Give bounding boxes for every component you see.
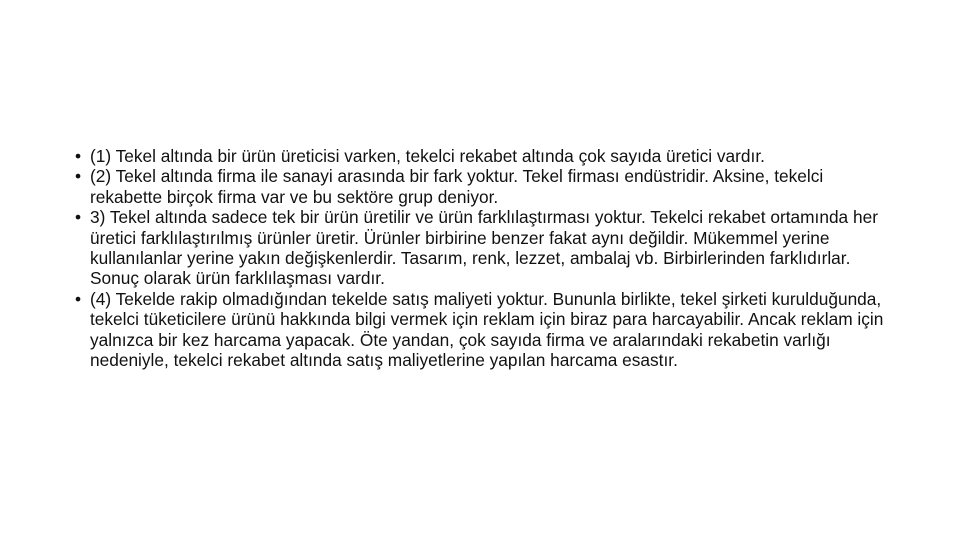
- bullet-icon: •: [74, 146, 82, 166]
- bullet-list: [70, 146, 900, 370]
- list-item: [70, 166, 900, 207]
- bullet-icon: •: [74, 288, 82, 309]
- bullet-icon: •: [74, 207, 82, 228]
- list-item-text: (1) Tekel altında bir ürün üreticisi varken, tekelci rekabet altında çok sayıda üretici vardır.: [90, 146, 765, 166]
- list-item: [70, 207, 900, 289]
- list-item-text: (4) Tekelde rakip olmadığından tekelde satış maliyeti yoktur. Bununla birlikte, tekel şirketi kurulduğunda, tekelci tüketicilere ürünü hakkında bilgi vermek için reklam için biraz para harcayabilir. Ancak reklam için yalnızca bir kez harcama yapacak. Öte yandan, çok sayıda firma ve aralarındaki rekabetin varlığı nedeniyle, tekelci rekabet altında satış maliyetlerine yapılan harcama esastır.: [90, 288, 884, 371]
- list-item: [70, 146, 900, 166]
- list-item-text: (2) Tekel altında firma ile sanayi arasında bir fark yoktur. Tekel firması endüstridir. Aksine, tekelci rekabette birçok firma var ve bu sektöre grup deniyor.: [90, 166, 824, 207]
- bullet-icon: •: [74, 166, 82, 187]
- list-item: [70, 289, 900, 371]
- list-item-text: 3) Tekel altında sadece tek bir ürün üretilir ve ürün farklılaştırması yoktur. Tekelci rekabet ortamında her üretici farklılaştırılmış ürünler üretir. Ürünler birbirine benzer fakat aynı değildir. Mükemmel yerine kullanılanlar yerine yakın değişkenlerdir. Tasarım, renk, lezzet, ambalaj vb. Birbirlerinden farklıdırlar. Sonuç olarak ürün farklılaşması vardır.: [90, 207, 878, 289]
